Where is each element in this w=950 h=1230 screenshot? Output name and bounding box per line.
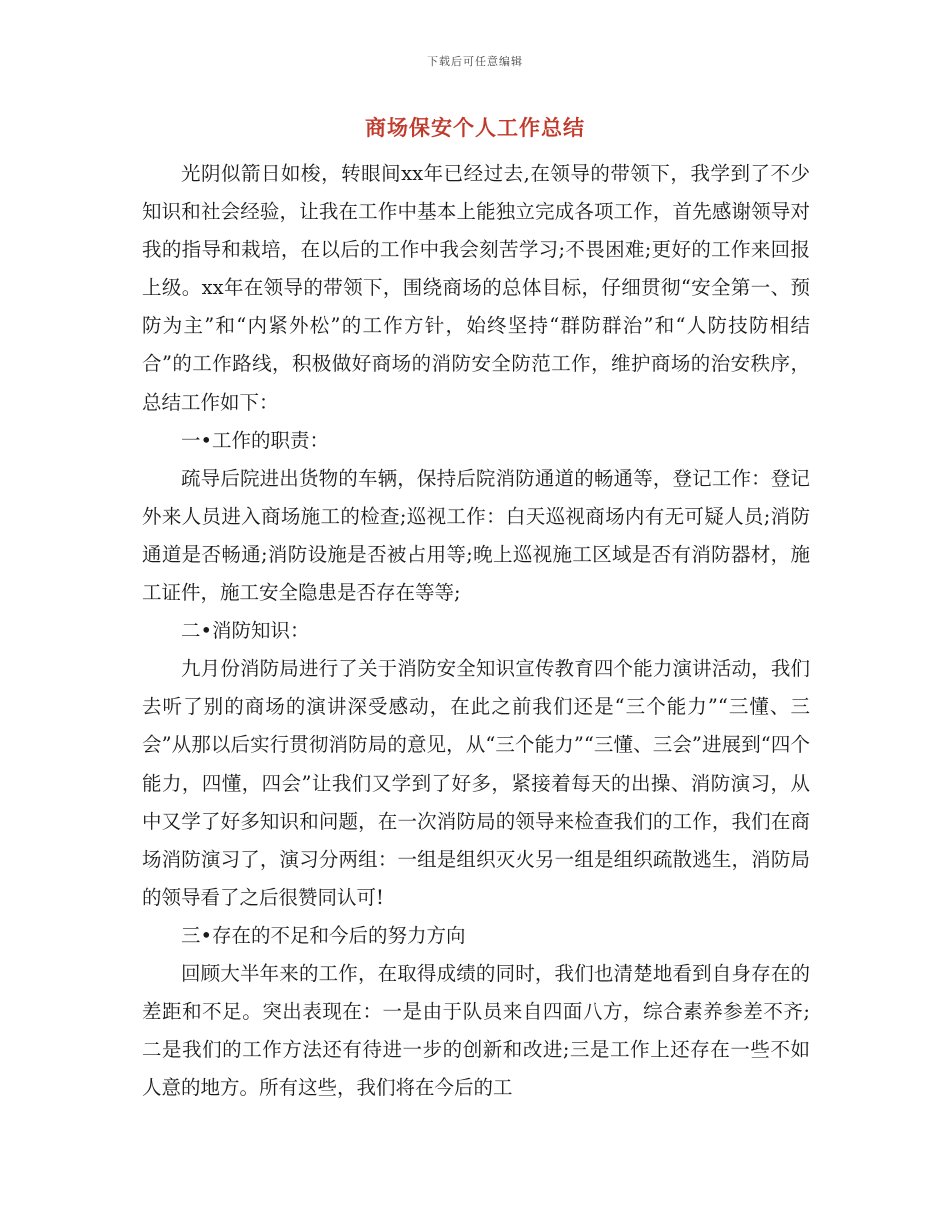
document-title: 商场保安个人工作总结 <box>365 116 585 140</box>
paragraph-fire-knowledge: 九月份消防局进行了关于消防安全知识宣传教育四个能力演讲活动，我们去听了别的商场的演讲深受感动，在此之前我们还是“三个能力”“三懂、三会”从那以后实行贯彻消防局的意见，从“三个能力”“三懂、三会”进展到“四个能力，四懂，四会”让我们又学到了好多，紧接着每天的出操、消防演习，从中又学了好多知识和问题，在一次消防局的领导来检查我们的工作，我们在商场消防演习了，演习分两组：一组是组织灭火另一组是组织疏散逃生，消防局的领导看了之后很赞同认可! <box>142 657 810 909</box>
header-note: 下载后可任意编辑 <box>427 55 523 68</box>
section-heading-shortcomings: 三•存在的不足和今后的努力方向 <box>181 923 466 947</box>
paragraph-shortcomings: 回顾大半年来的工作，在取得成绩的同时，我们也清楚地看到自身存在的差距和不足。突出表现在：一是由于队员来自四面八方，综合素养参差不齐;二是我们的工作方法还有待进一步的创新和改进;三是工作上还存在一些不如人意的地方。所有这些，我们将在今后的工 <box>142 961 810 1100</box>
paragraph-intro: 光阴似箭日如梭，转眼间xx年已经过去,在领导的带领下，我学到了不少知识和社会经验，让我在工作中基本上能独立完成各项工作，首先感谢领导对我的指导和栽培，在以后的工作中我会刻苦学习;不畏困难;更好的工作来回报上级。xx年在领导的带领下，围绕商场的总体目标，仔细贯彻“安全第一、预防为主”和“内紧外松”的工作方针，始终坚持“群防群治”和“人防技防相结合”的工作路线，积极做好商场的消防安全防范工作，维护商场的治安秩序，总结工作如下： <box>142 162 810 414</box>
paragraph-duties: 疏导后院进出货物的车辆，保持后院消防通道的畅通等，登记工作：登记外来人员进入商场施工的检查;巡视工作：白天巡视商场内有无可疑人员;消防通道是否畅通;消防设施是否被占用等;晚上巡视施工区域是否有消防器材，施工证件，施工安全隐患是否存在等等; <box>142 466 810 605</box>
document-body <box>142 155 810 1107</box>
section-heading-duties: 一•工作的职责： <box>181 428 330 452</box>
section-heading-fire-knowledge: 二•消防知识： <box>181 619 310 643</box>
